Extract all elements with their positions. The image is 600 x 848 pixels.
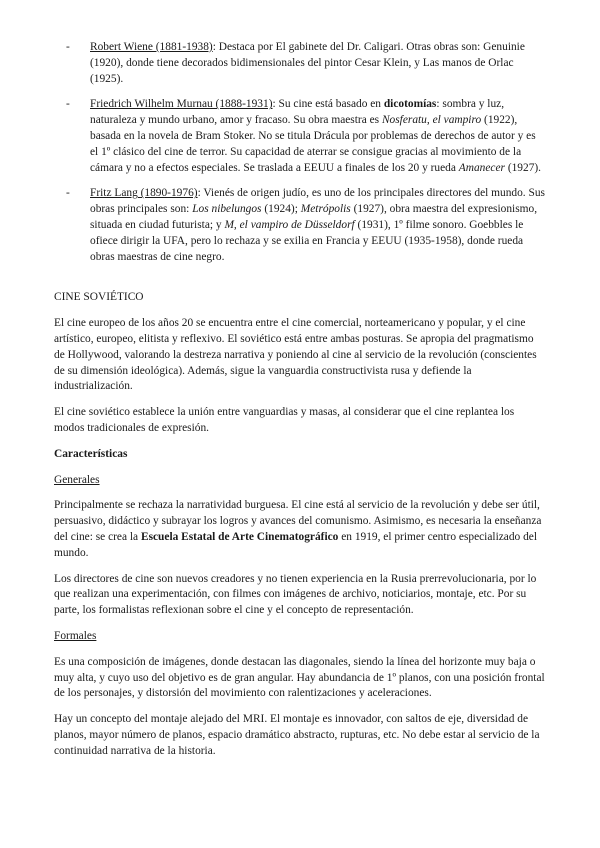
director-name: Robert Wiene (1881-1938) <box>90 41 213 53</box>
document-page <box>54 40 546 769</box>
film-title: Metrópolis <box>300 203 351 216</box>
section-title: CINE SOVIÉTICO <box>54 291 144 304</box>
director-name: Fritz Lang (1890-1976) <box>90 187 198 200</box>
list-item-murnau <box>54 97 546 176</box>
list-item-wiene <box>54 40 546 87</box>
paragraph-text: en 1919, el primer centro especializado del mundo. <box>54 530 537 559</box>
film-title: Amanecer <box>458 161 505 174</box>
director-text: (1927), obra maestra del expresionismo, situada en ciudad futurista; y <box>90 203 538 231</box>
general-subheading: Generales <box>54 473 100 486</box>
director-text: (1931), 1º filme sonoro. Goebbles le ofiece dirigir la UFA, pero lo rechaza y se exilia en Francia y EEUU (1935-1958), donde rueda obras maestras de cine negro. <box>90 218 524 263</box>
bullet-dash: - <box>66 41 70 53</box>
film-title: Nosferatu, el vampiro <box>381 114 482 127</box>
general-paragraph-2: Los directores de cine son nuevos creadores y no tienen experiencia en la Rusia prerrevolucionaria, por lo que realizan una experimentación, con filmes con imágenes de archivo, noticiarios, montaje, etc. Por su parte, los formalistas reflexionan sobre el cine y el concepto de representación. <box>54 572 537 617</box>
director-text: (1924); <box>261 203 301 216</box>
director-name: Friedrich Wilhelm Murnau (1888-1931) <box>90 98 273 111</box>
director-text: : sombra y luz, naturaleza y mundo urbano, amor y fracaso. Su obra maestra es <box>90 98 505 127</box>
bold-term: dicotomías <box>383 98 437 111</box>
paragraph-text: Principalmente se rechaza la narratividad burguesa. El cine está al servicio de la revolución y debe ser útil, persuasivo, didáctico y subrayar los logros y avances del comunismo. Asimismo, es necesaria la enseñanza del cine: se crea la <box>54 499 542 543</box>
film-title: Los nibelungos <box>192 203 262 216</box>
bullet-dash: - <box>66 187 70 200</box>
director-text: (1927). <box>504 161 542 174</box>
formal-paragraph-1: Es una composición de imágenes, donde destacan las diagonales, siendo la línea del horizonte muy baja o muy alta, y cuyo uso del objetivo es de gran angular. Hay abundancia de 1º planos, con una posición frontal de los personajes, y distorsión del movimiento con ralentizaciones y aceleraciones. <box>54 655 545 700</box>
director-text: : Vienés de origen judío, es uno de los principales directores del mundo. Sus obras principales son: <box>90 187 545 216</box>
intro-paragraph-2: El cine soviético establece la unión entre vanguardias y masas, al considerar que el cine replantea los modos tradicionales de expresión. <box>54 406 515 434</box>
film-title: M, el vampiro de Düsseldorf <box>224 218 355 231</box>
intro-paragraph-1: El cine europeo de los años 20 se encuentra entre el cine comercial, norteamericano y popular, y el cine artístico, europeo, elitista y reflexivo. El soviético está entre ambas posturas. Se apropia del pragmatismo de Hollywood, valorando la destreza narrativa y poniendo al cine al servicio de la revolución (conscientes de su dimensión ideológica). Además, sigue la vanguardia constructivista rusa y defiende la industrialización. <box>54 317 537 393</box>
general-paragraph-1 <box>54 498 546 561</box>
director-text: (1922), basada en la novela de Bram Stoker. No se titula Drácula por problemas de derechos de autor y es el 1º clásico del cine de terror. Su capacidad de aterrar se consigue gracias al movimiento de la cámara y no a efectos especiales. Se traslada a EEUU a finales de los 20 y rueda <box>90 114 536 174</box>
director-list <box>54 40 546 265</box>
director-text: : Su cine está basado en <box>272 98 384 111</box>
director-text: : Destaca por El gabinete del Dr. Caligari. Otras obras son: Genuinie (1920), donde tiene decorados bidimensionales del pintor Cesar Klein, y Las manos de Orlac (1925). <box>90 41 525 85</box>
bold-term: Escuela Estatal de Arte Cinematográfico <box>140 530 339 543</box>
list-item-lang <box>54 186 546 265</box>
formal-paragraph-2: Hay un concepto del montaje alejado del MRI. El montaje es innovador, con saltos de eje, diversidad de planos, mayor número de planos, espacio dramático abstracto, rupturas, etc. No debe estar al servicio de la continuidad narrativa de la historia. <box>54 713 540 757</box>
characteristics-heading: Características <box>54 447 128 460</box>
bullet-dash: - <box>66 98 70 111</box>
formal-subheading: Formales <box>54 629 97 642</box>
